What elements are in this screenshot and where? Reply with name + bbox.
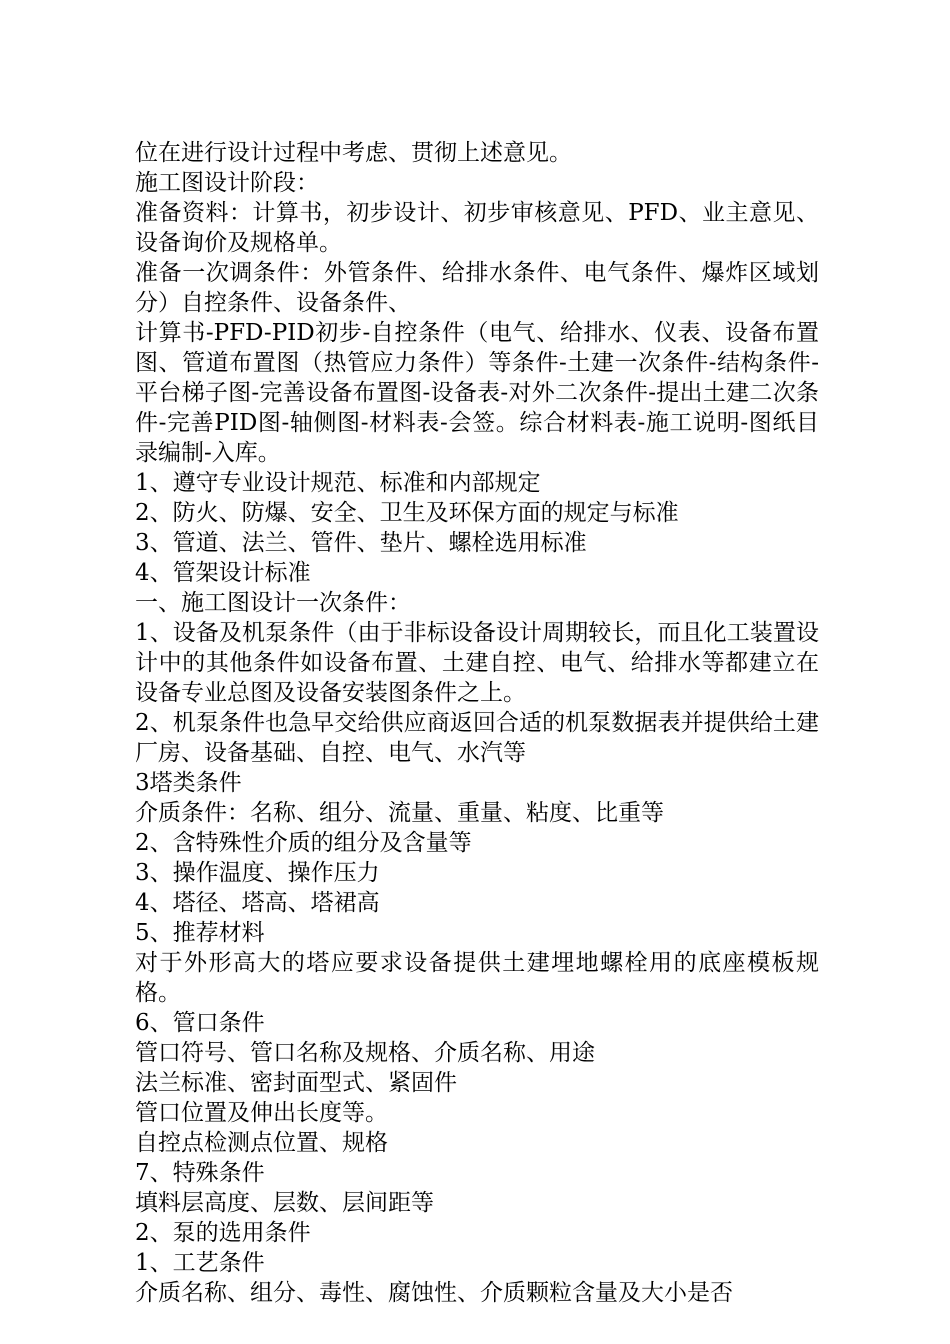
paragraph: 管口符号、管口名称及规格、介质名称、用途: [135, 1040, 595, 1066]
paragraph: 计算书-PFD-PID初步-自控条件（电气、给排水、仪表、设备布置图、管道布置图（热管应力条件）等条件-土建一次条件-结构条件-平台梯子图-完善设备布置图-设备表-对外二次条件-提出土建二次条件-完善PID图-轴侧图-材料表-会签。综合材料表-施工说明-图纸目录编制-入库。: [135, 320, 819, 466]
paragraph: 自控点检测点位置、规格: [135, 1130, 388, 1156]
list-item: 7、特殊条件: [135, 1160, 265, 1186]
paragraph: 准备一次调条件：外管条件、给排水条件、电气条件、爆炸区域划分）自控条件、设备条件、: [135, 260, 819, 316]
paragraph: 准备资料：计算书，初步设计、初步审核意见、PFD、业主意见、设备询价及规格单。: [135, 200, 819, 256]
list-item: 2、含特殊性介质的组分及含量等: [135, 830, 472, 856]
list-item: 2、防火、防爆、安全、卫生及环保方面的规定与标准: [135, 500, 679, 526]
list-item: 3塔类条件: [135, 770, 242, 796]
paragraph: 介质名称、组分、毒性、腐蚀性、介质颗粒含量及大小是否: [135, 1280, 733, 1306]
paragraph: 位在进行设计过程中考虑、贯彻上述意见。: [135, 140, 572, 166]
section-heading: 一、施工图设计一次条件：: [135, 590, 411, 616]
list-item: 4、管架设计标准: [135, 560, 311, 586]
list-item: 2、机泵条件也急早交给供应商返回合适的机泵数据表并提供给土建厂房、设备基础、自控、电气、水汽等: [135, 710, 819, 766]
paragraph: 介质条件：名称、组分、流量、重量、粘度、比重等: [135, 800, 664, 826]
list-item: 1、遵守专业设计规范、标准和内部规定: [135, 470, 541, 496]
list-item: 3、操作温度、操作压力: [135, 860, 380, 886]
list-item: 2、泵的选用条件: [135, 1220, 311, 1246]
list-item: 1、工艺条件: [135, 1250, 265, 1276]
list-item: 5、推荐材料: [135, 920, 265, 946]
list-item: 4、塔径、塔高、塔裙高: [135, 890, 380, 916]
paragraph: 对于外形高大的塔应要求设备提供土建埋地螺栓用的底座模板规格。: [135, 950, 819, 1006]
paragraph: 填料层高度、层数、层间距等: [135, 1190, 434, 1216]
list-item: 3、管道、法兰、管件、垫片、螺栓选用标准: [135, 530, 587, 556]
section-heading: 施工图设计阶段：: [135, 170, 319, 196]
document-page: [135, 138, 819, 1308]
list-item: 6、管口条件: [135, 1010, 265, 1036]
list-item: 1、设备及机泵条件（由于非标设备设计周期较长，而且化工装置设计中的其他条件如设备布置、土建自控、电气、给排水等都建立在设备专业总图及设备安装图条件之上。: [135, 620, 819, 706]
paragraph: 管口位置及伸出长度等。: [135, 1100, 388, 1126]
paragraph: 法兰标准、密封面型式、紧固件: [135, 1070, 457, 1096]
